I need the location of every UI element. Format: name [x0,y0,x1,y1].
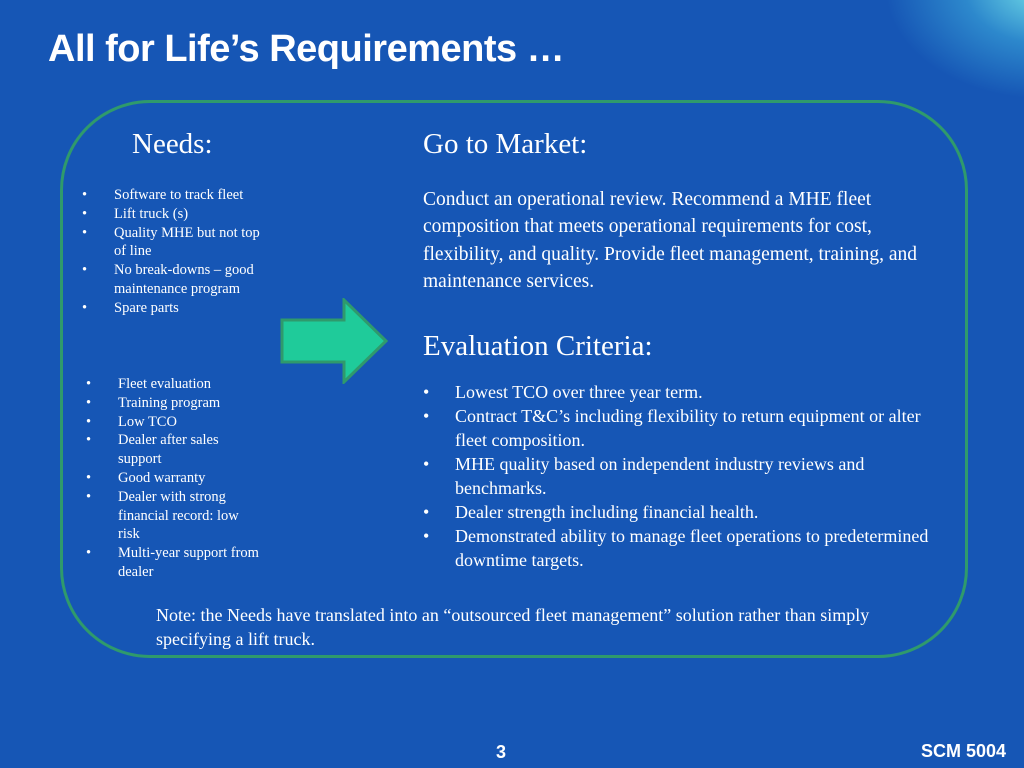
page-number: 3 [496,742,507,762]
slide-title: All for Life’s Requirements … [48,28,565,70]
corner-glow-decoration [884,0,1024,100]
evaluation-heading: Evaluation Criteria: [423,330,653,362]
needs-item: • Lift truck (s) [82,205,262,224]
criteria-item: • Multi-year support from dealer [86,544,261,582]
criteria-item: • Dealer with strong financial record: low risk [86,488,261,544]
go-to-market-text: Conduct an operational review. Recommend a MHE fleet composition that meets operational requirements for cost, flexibility, and quality. Provide fleet management, training, and maintenance services. [423,189,918,292]
needs-list [82,186,262,318]
course-code: SCM 5004 [920,741,1006,761]
needs-item: • Quality MHE but not top of line [82,224,262,262]
right-arrow-icon [280,298,390,384]
evaluation-item: • MHE quality based on independent industry reviews and benchmarks. [423,452,948,500]
criteria-list [86,375,261,582]
evaluation-item: • Contract T&C’s including flexibility to return equipment or alter fleet composition. [423,404,948,452]
criteria-item: • Fleet evaluation [86,375,261,394]
criteria-item: • Good warranty [86,469,261,488]
go-to-market-heading: Go to Market: [423,128,588,160]
criteria-item: • Training program [86,394,261,413]
needs-item: • No break-downs – good maintenance program [82,261,262,299]
needs-heading: Needs: [132,128,213,160]
needs-item: • Spare parts [82,299,262,318]
evaluation-item: • Demonstrated ability to manage fleet operations to predetermined downtime targets. [423,524,948,572]
needs-item: • Software to track fleet [82,186,262,205]
criteria-item: • Low TCO [86,413,261,432]
evaluation-item: • Dealer strength including financial health. [423,500,948,524]
note-text: Note: the Needs have translated into an “outsourced fleet management” solution rather than simply specifying a lift truck. [156,605,870,649]
criteria-item: • Dealer after sales support [86,431,261,469]
evaluation-item: • Lowest TCO over three year term. [423,380,948,404]
evaluation-list [423,380,948,572]
